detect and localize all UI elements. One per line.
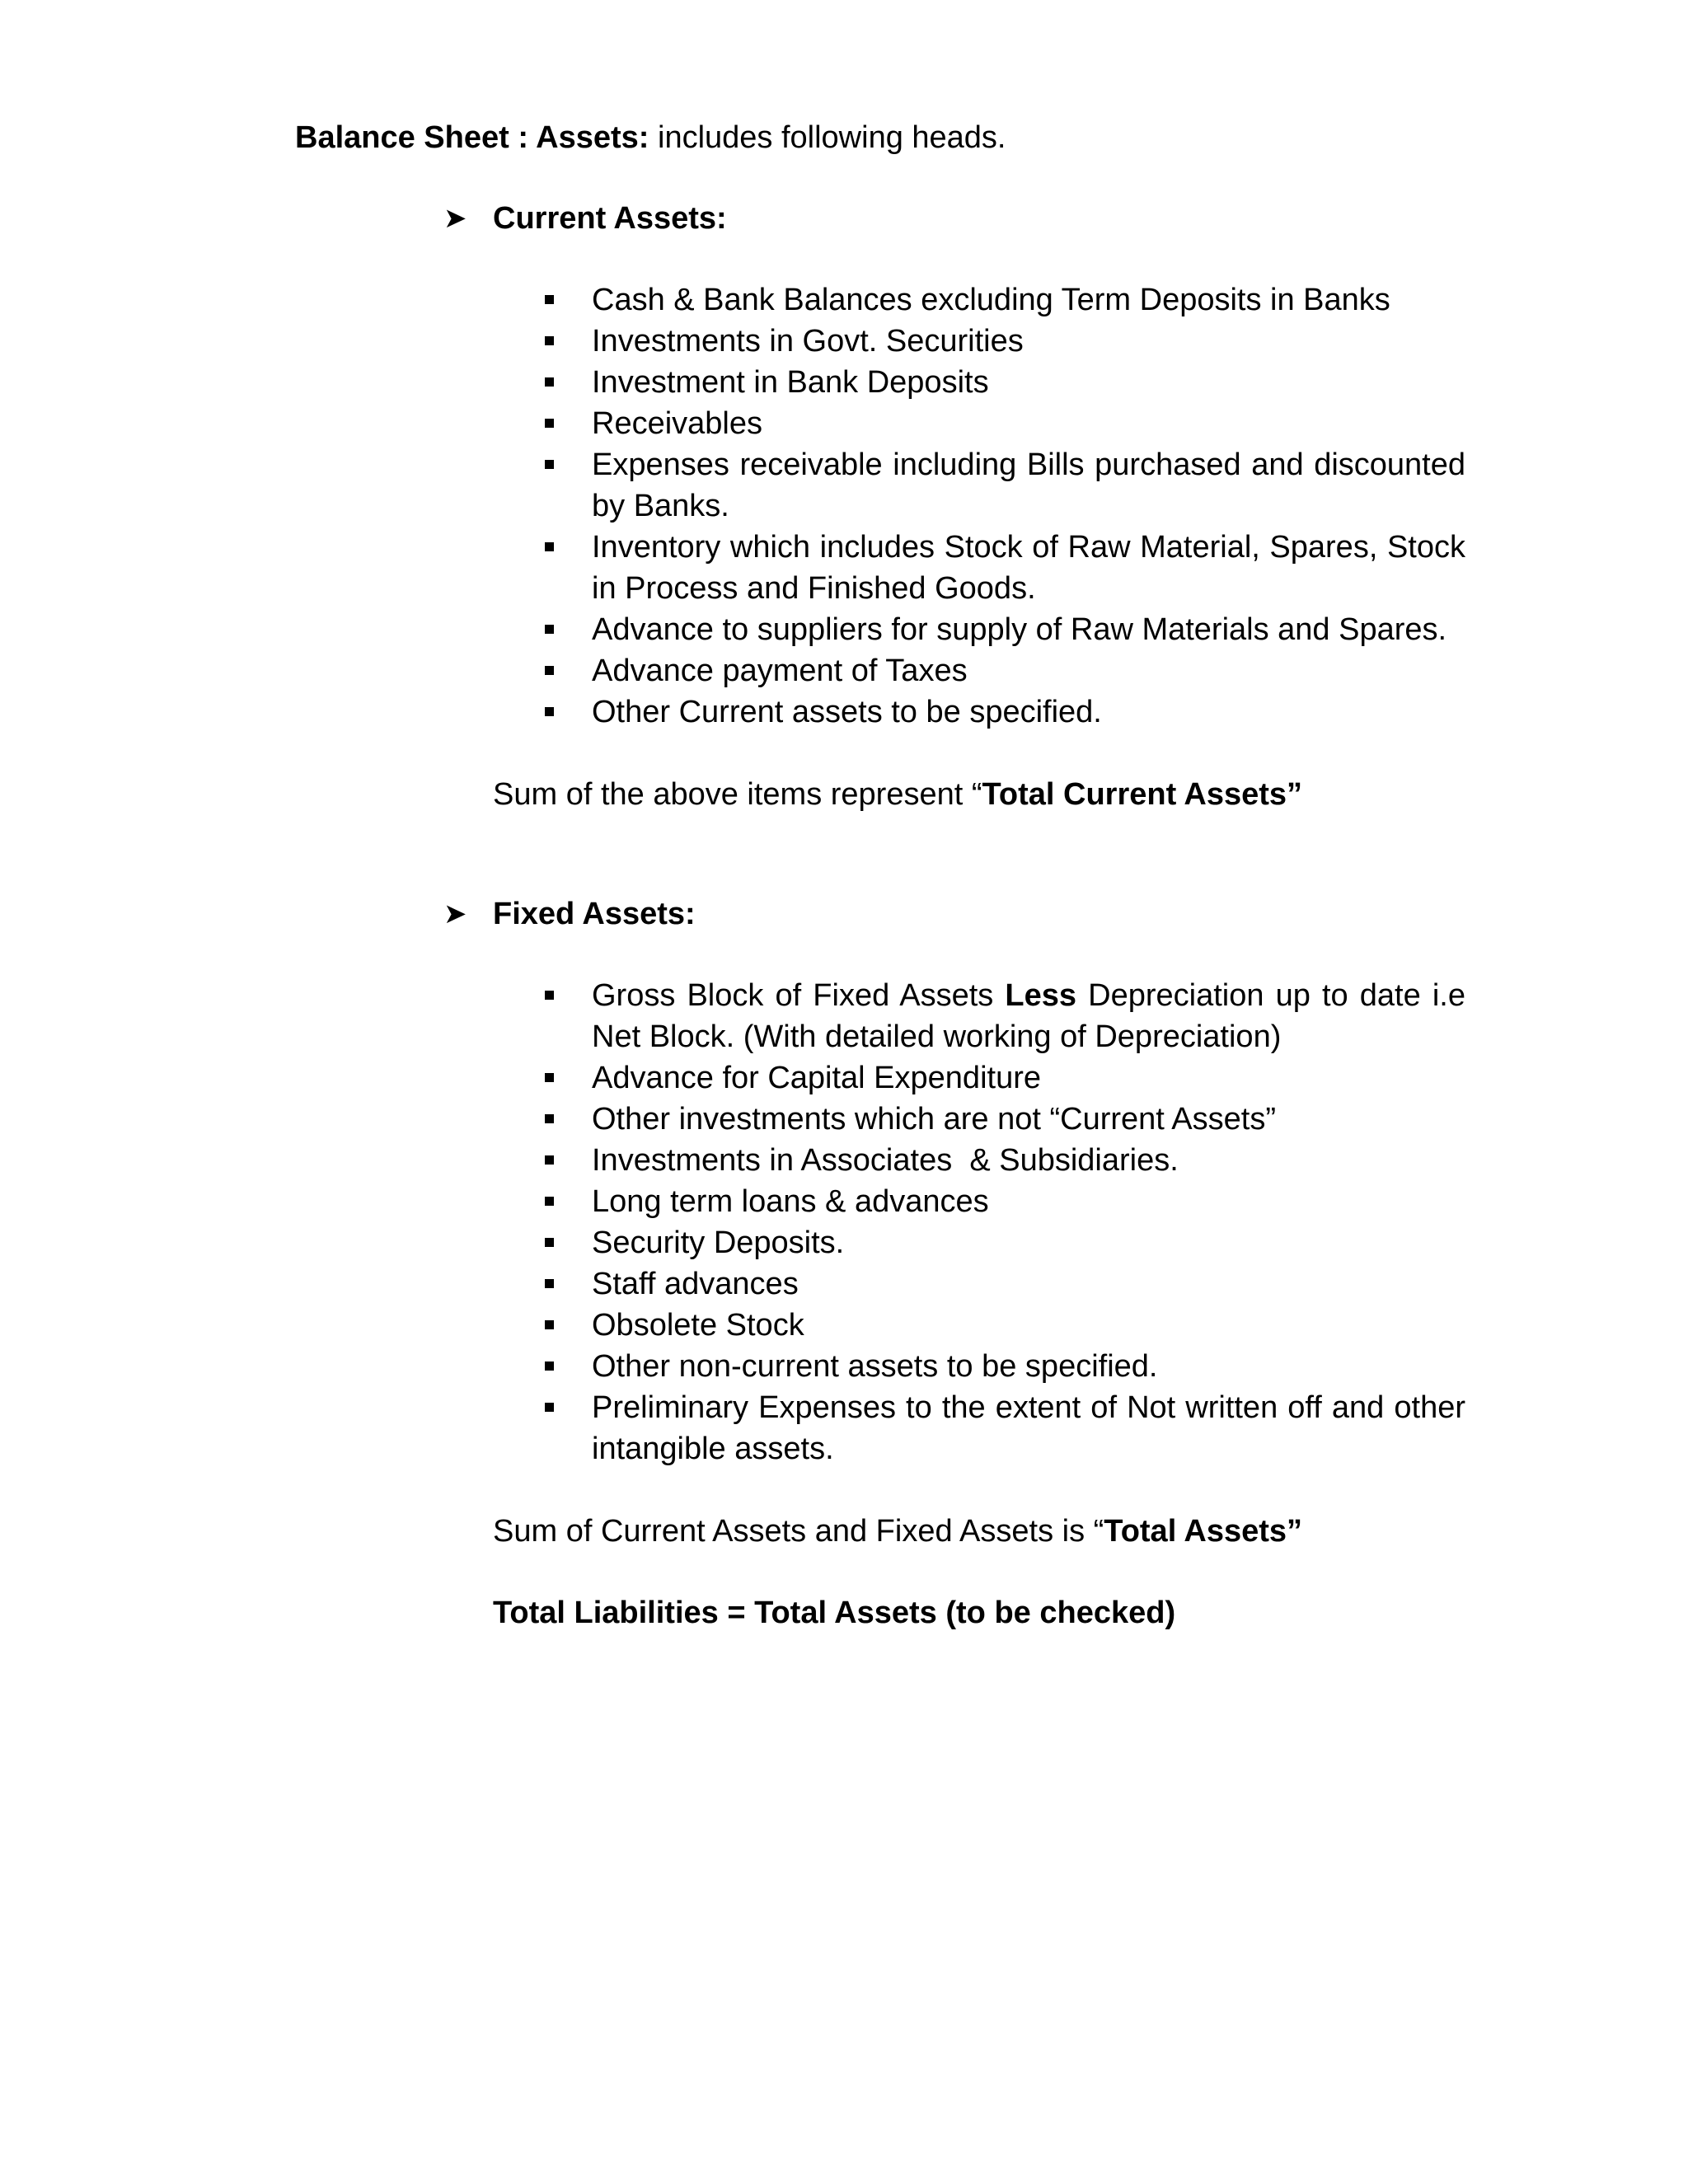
square-bullet-icon [545,625,554,634]
arrow-bullet-icon: ➤ [443,898,467,930]
square-bullet-icon [545,1155,554,1165]
fixed-assets-list [443,975,1465,1469]
square-bullet-icon [545,1114,554,1123]
total-liabilities-statement: Total Liabilities = Total Assets (to be checked) [493,1596,1176,1630]
square-bullet-icon [545,991,554,1000]
list-item: Staff advances [443,1263,1465,1305]
fixed-assets-section [443,893,1465,1633]
list-item: Preliminary Expenses to the extent of Not written off and other intangible assets. [443,1387,1465,1469]
total-assets-line: Sum of Current Assets and Fixed Assets is “Total Assets” [493,1514,1303,1549]
square-bullet-icon [545,1403,554,1412]
list-item: Advance for Capital Expenditure [443,1057,1465,1099]
fixed-assets-title: Fixed Assets: [493,897,696,931]
square-bullet-icon [545,1197,554,1206]
list-item: Advance to suppliers for supply of Raw Materials and Spares. [443,609,1465,650]
heading-bold: Balance Sheet : Assets: [295,120,649,155]
list-item: Cash & Bank Balances excluding Term Deposits in Banks [443,279,1465,321]
list-item: Investments in Associates & Subsidiaries. [443,1140,1465,1181]
list-item: Inventory which includes Stock of Raw Material, Spares, Stock in Process and Finished Goods. [443,527,1465,609]
square-bullet-icon [545,1073,554,1082]
square-bullet-icon [545,1320,554,1329]
current-assets-list [443,279,1465,733]
square-bullet-icon [545,295,554,304]
current-assets-title: Current Assets: [493,201,727,236]
list-item: Other Current assets to be specified. [443,691,1465,733]
list-item: Expenses receivable including Bills purchased and discounted by Banks. [443,444,1465,527]
list-item: Long term loans & advances [443,1181,1465,1222]
list-item: Advance payment of Taxes [443,650,1465,691]
list-item: Other non-current assets to be specified. [443,1346,1465,1387]
current-assets-heading [443,198,1465,239]
square-bullet-icon [545,419,554,428]
current-assets-section [443,198,1465,815]
square-bullet-icon [545,460,554,469]
list-item: Security Deposits. [443,1222,1465,1263]
total-current-assets-line: Sum of the above items represent “Total Current Assets” [493,777,1303,812]
square-bullet-icon [545,542,554,551]
list-item: Gross Block of Fixed Assets Less Depreciation up to date i.e Net Block. (With detailed working of Depreciation) [443,975,1465,1057]
arrow-bullet-icon: ➤ [443,203,467,234]
square-bullet-icon [545,1238,554,1247]
fixed-assets-heading [443,893,1465,935]
square-bullet-icon [545,336,554,345]
list-item: Obsolete Stock [443,1305,1465,1346]
list-item: Receivables [443,403,1465,444]
square-bullet-icon [545,707,554,716]
square-bullet-icon [545,377,554,387]
page-heading [295,117,1006,158]
square-bullet-icon [545,1279,554,1288]
heading-rest: includes following heads. [649,120,1006,155]
list-item: Investment in Bank Deposits [443,362,1465,403]
list-item: Other investments which are not “Current Assets” [443,1099,1465,1140]
square-bullet-icon [545,666,554,675]
square-bullet-icon [545,1361,554,1371]
list-item: Investments in Govt. Securities [443,321,1465,362]
